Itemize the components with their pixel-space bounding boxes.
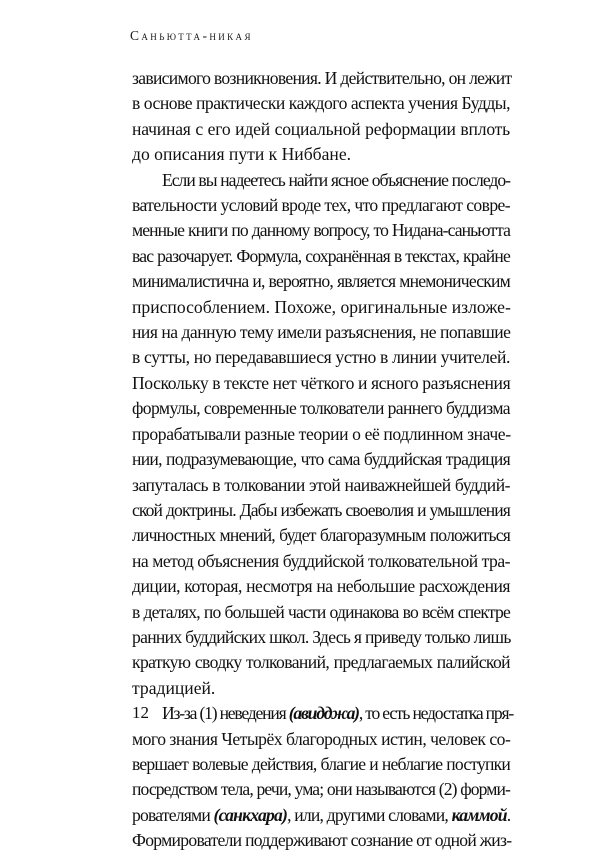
text-run: посредством тела, речи, ума; они называются (2) форми-: [132, 779, 510, 800]
text-line: [132, 168, 510, 193]
text-run: , то есть недостатка пря-: [358, 703, 514, 724]
text-line: [132, 473, 510, 498]
text-run: Если вы надеетесь найти ясное объяснение последо-: [162, 169, 510, 190]
text-run: Поскольку в тексте нет чёткого и ясного разъяснения: [132, 372, 511, 393]
paragraph: [132, 168, 510, 702]
text-line: [132, 117, 510, 142]
text-run: вательности условий вроде тех, что предлагают совре-: [132, 195, 510, 216]
text-line: [132, 600, 510, 625]
text-run: Формирователи поддерживают сознание от одной жиз-: [132, 830, 512, 851]
text-run: формулы, современные толкователи раннего буддизма: [132, 398, 511, 419]
text-run: на метод объяснения буддийской толковательной тра-: [132, 550, 510, 571]
text-line: [132, 803, 510, 828]
text-run: .: [506, 804, 511, 825]
text-run: менные книги по данному вопросу, то Нидана-саньютта: [132, 220, 510, 241]
text-run: минималистична и, вероятно, является мнемоническим: [132, 271, 510, 292]
text-run: начиная с его идей социальной реформации вплоть: [132, 118, 510, 139]
text-run: в основе практически каждого аспекта учения Будды,: [132, 93, 510, 114]
text-line: [132, 752, 510, 777]
text-run: рователями: [132, 804, 214, 825]
text-run: нии, подразумевающие, что сама буддийская традиция: [132, 449, 510, 470]
text-line: [132, 396, 510, 421]
text-line: [132, 549, 510, 574]
text-line: [132, 269, 510, 294]
text-line: [132, 523, 510, 548]
text-run: прорабатывали разные теории о её подлинном значе-: [132, 423, 511, 444]
text-run: мого знания Четырёх благородных истин, человек со-: [132, 728, 511, 749]
running-head: Саньютта-никая: [130, 28, 253, 43]
text-line: [132, 320, 510, 345]
pali-term: (авидджа): [288, 703, 359, 724]
text-run: краткую сводку толкований, предлагаемых палийской: [132, 652, 510, 673]
body-text: [132, 66, 514, 854]
text-line: [132, 650, 510, 675]
text-run: зависимого возникновения. И действительно, он лежит: [132, 68, 512, 88]
text-line: [132, 727, 510, 752]
paragraph: [132, 701, 514, 853]
text-line: [132, 422, 510, 447]
text-run: запуталась в толковании этой наиважнейшей буддий-: [132, 474, 510, 495]
text-run: , или, другими словами,: [287, 804, 452, 825]
text-line: [132, 828, 510, 853]
text-line: [132, 371, 510, 396]
text-line: [132, 244, 510, 269]
page-number: 12: [132, 703, 149, 722]
text-line: [132, 777, 510, 802]
text-line: [132, 91, 510, 116]
text-run: приспособлением. Похоже, оригинальные изложе-: [132, 296, 511, 317]
text-run: ранних буддийских школ. Здесь я приведу только лишь: [132, 626, 511, 647]
pali-term: (санкхара): [213, 804, 288, 825]
text-line: [132, 625, 510, 650]
text-run: вершает волевые действия, благие и неблагие поступки: [132, 753, 510, 774]
text-line: [132, 701, 514, 726]
text-run: в сутты, но передававшиеся устно в линии учителей.: [132, 347, 510, 368]
text-run: ской доктрины. Дабы избежать своеволия и умышления: [132, 499, 510, 520]
text-run: Из-за (1) неведения: [162, 703, 289, 724]
text-line: [132, 193, 510, 218]
text-line: [132, 295, 510, 320]
text-run: личностных мнений, будет благоразумным положиться: [132, 525, 510, 546]
text-run: в деталях, по большей части одинакова во всём спектре: [132, 601, 510, 622]
text-line: [132, 66, 510, 91]
paragraph: [132, 66, 510, 168]
text-line: [132, 676, 510, 701]
text-line: [132, 447, 510, 472]
text-line: [132, 142, 510, 167]
pali-term: каммой: [451, 804, 507, 825]
text-run: до описания пути к Ниббане.: [132, 144, 352, 165]
text-run: диции, которая, несмотря на небольшие расхождения: [132, 576, 510, 597]
text-run: ния на данную тему имели разъяснения, не попавшие: [132, 322, 511, 343]
text-line: [132, 574, 510, 599]
text-line: [132, 345, 510, 370]
text-line: [132, 498, 510, 523]
text-run: традицией.: [132, 677, 216, 698]
text-line: [132, 218, 510, 243]
text-run: вас разочарует. Формула, сохранённая в текстах, крайне: [132, 245, 510, 266]
